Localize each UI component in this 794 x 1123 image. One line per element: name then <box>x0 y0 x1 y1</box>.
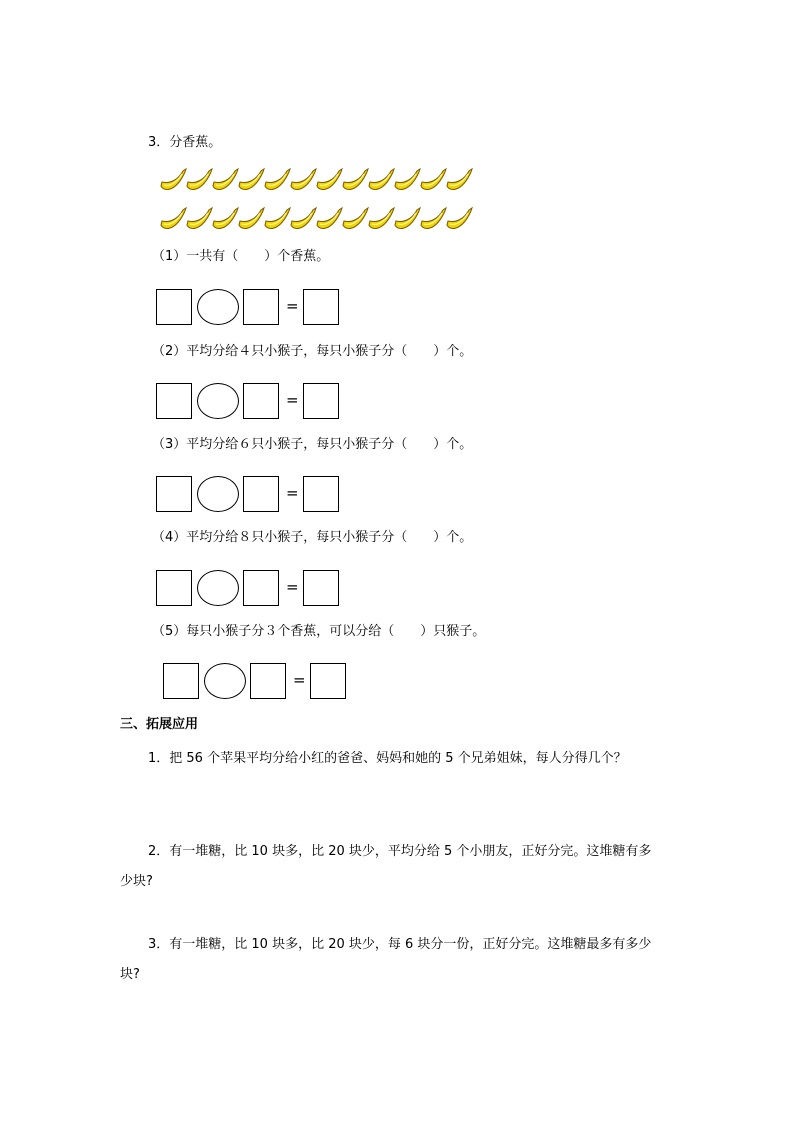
operator-circle <box>197 383 239 419</box>
equals-sign: = <box>286 484 299 502</box>
question-3-title: 3．分香蕉。 <box>148 135 222 150</box>
extension-question-3-line-1: 3．有一堆糖，比 10 块多，比 20 块少，每 6 块分一份，正好分完。这堆糖最多有多少 <box>148 937 652 952</box>
operator-circle <box>197 289 239 325</box>
banana-icon <box>444 205 474 233</box>
answer-box <box>310 663 346 699</box>
answer-box <box>303 570 339 606</box>
answer-box <box>243 383 279 419</box>
answer-box <box>156 289 192 325</box>
sub-question-2: （2）平均分给４只小猴子，每只小猴子分（ ）个。 <box>152 344 473 359</box>
answer-box <box>243 570 279 606</box>
answer-box <box>303 289 339 325</box>
answer-box <box>156 476 192 512</box>
answer-box <box>250 663 286 699</box>
extension-question-3-line-2: 块? <box>120 967 140 982</box>
sub-question-1: （1）一共有（ ）个香蕉。 <box>152 249 330 264</box>
section-heading: 三、拓展应用 <box>120 717 199 732</box>
equals-sign: = <box>286 578 299 596</box>
sub-question-4: （4）平均分给８只小猴子，每只小猴子分（ ）个。 <box>152 530 473 545</box>
equals-sign: = <box>293 671 306 689</box>
answer-box <box>243 289 279 325</box>
operator-circle <box>197 476 239 512</box>
answer-box <box>156 383 192 419</box>
operator-circle <box>204 663 246 699</box>
equals-sign: = <box>286 297 299 315</box>
answer-box <box>163 663 199 699</box>
answer-box <box>243 476 279 512</box>
equals-sign: = <box>286 391 299 409</box>
answer-box <box>156 570 192 606</box>
operator-circle <box>197 570 239 606</box>
extension-question-1: 1．把 56 个苹果平均分给小红的爸爸、妈妈和她的 5 个兄弟姐妹，每人分得几个？ <box>148 751 627 766</box>
extension-question-2-line-1: 2．有一堆糖，比 10 块多，比 20 块少，平均分给 5 个小朋友，正好分完。这堆糖有多 <box>148 844 652 859</box>
answer-box <box>303 476 339 512</box>
sub-question-3: （3）平均分给６只小猴子，每只小猴子分（ ）个。 <box>152 437 473 452</box>
answer-box <box>303 383 339 419</box>
sub-question-5: （5）每只小猴子分３个香蕉，可以分给（ ）只猴子。 <box>152 624 486 639</box>
extension-question-2-line-2: 少块? <box>120 874 153 889</box>
banana-icon <box>444 166 474 194</box>
